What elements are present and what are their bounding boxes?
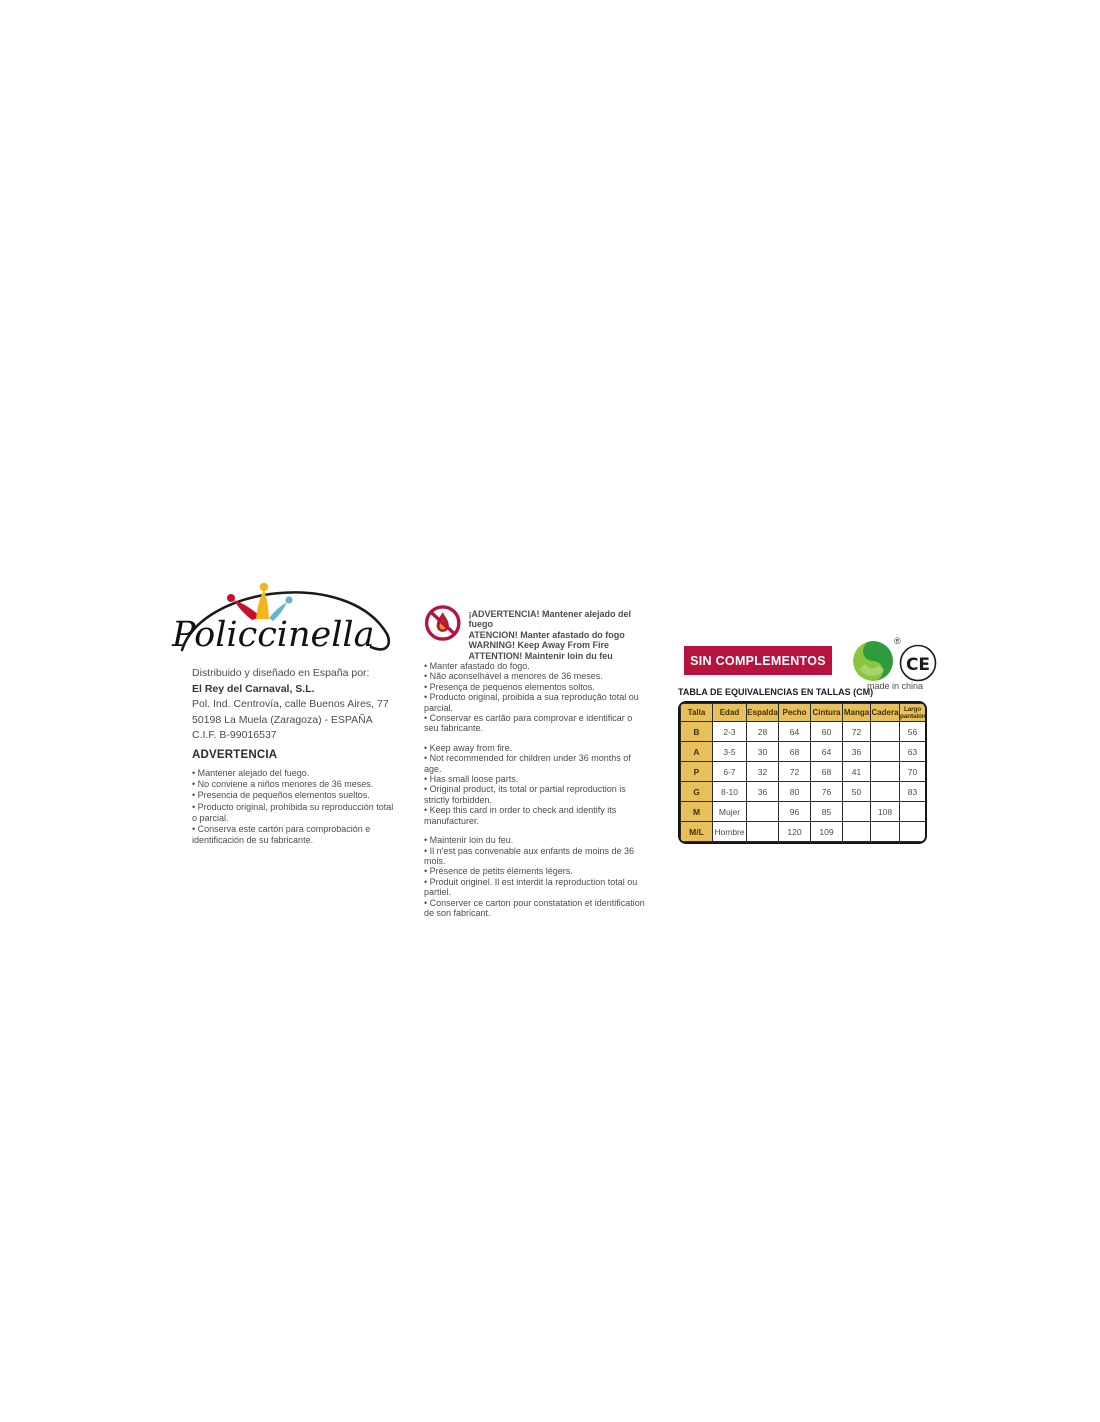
table-cell	[900, 822, 926, 842]
registered-trademark-symbol: ®	[894, 636, 901, 646]
table-cell: 28	[747, 722, 779, 742]
col-header-largo-pantalon: Largo pantalón	[900, 705, 926, 720]
warnings-french	[424, 835, 646, 918]
table-row	[681, 742, 926, 762]
warning-item: • Producto original, proibida a sua reprodução total ou parcial.	[424, 692, 646, 713]
warnings-portuguese	[424, 661, 646, 734]
table-cell: 63	[900, 742, 926, 762]
table-cell: 80	[779, 782, 811, 802]
sin-complementos-banner: SIN COMPLEMENTOS	[684, 646, 832, 675]
size-cell: A	[681, 742, 713, 762]
table-row	[681, 762, 926, 782]
table-cell	[843, 802, 871, 822]
size-cell: M/L	[681, 822, 713, 842]
size-cell: B	[681, 722, 713, 742]
table-cell: 56	[900, 722, 926, 742]
distributor-block	[192, 666, 407, 744]
warning-item: • Produit originel. Il est interdit la reproduction total ou partiel.	[424, 877, 646, 898]
multilingual-warnings	[424, 661, 646, 927]
table-cell: 64	[779, 722, 811, 742]
size-cell: M	[681, 802, 713, 822]
warning-item: • Conservar es cartão para comprovar e identificar o seu fabricante.	[424, 713, 646, 734]
no-fire-icon	[424, 603, 461, 643]
table-cell	[900, 802, 926, 822]
warning-item: • Presencia de pequeños elementos sueltos.	[192, 790, 397, 801]
advertencia-title: ADVERTENCIA	[192, 749, 278, 761]
col-header-cintura: Cintura	[811, 704, 843, 722]
distributor-cif: C.I.F. B-99016537	[192, 729, 277, 741]
warning-item: • Presença de pequenos elementos soltos.	[424, 682, 646, 692]
warning-item: • Mantener alejado del fuego.	[192, 768, 397, 779]
col-header-edad: Edad	[713, 704, 747, 722]
table-cell: 60	[811, 722, 843, 742]
warnings-english	[424, 743, 646, 826]
table-cell	[871, 822, 900, 842]
headline-en: WARNING! Keep Away From Fire	[468, 640, 609, 651]
table-cell: 2-3	[713, 722, 747, 742]
made-in-china-label: made in china	[866, 681, 924, 691]
advertencia-section	[192, 749, 397, 846]
table-cell	[871, 742, 900, 762]
headline-es: ¡ADVERTENCIA! Mantener alejado del fuego	[468, 609, 631, 630]
warning-item: • Has small loose parts.	[424, 774, 646, 784]
size-table-title: TABLA DE EQUIVALENCIAS EN TALLAS (CM)	[678, 687, 874, 697]
table-row	[681, 782, 926, 802]
table-cell: 76	[811, 782, 843, 802]
table-cell: 6-7	[713, 762, 747, 782]
table-cell	[871, 762, 900, 782]
brand-logo-graphic	[168, 578, 402, 664]
table-cell: 72	[779, 762, 811, 782]
table-cell: 32	[747, 762, 779, 782]
warning-item: • Présence de petits éléments légers.	[424, 866, 646, 876]
table-cell	[843, 822, 871, 842]
table-cell: 72	[843, 722, 871, 742]
distributor-address2: 50198 La Muela (Zaragoza) - ESPAÑA	[192, 713, 373, 726]
table-cell: Hombre	[713, 822, 747, 842]
table-cell: 3-5	[713, 742, 747, 762]
table-cell: 68	[779, 742, 811, 762]
table-cell: 120	[779, 822, 811, 842]
fire-warning-header	[424, 603, 646, 661]
col-header-manga: Manga	[843, 704, 871, 722]
table-cell	[871, 782, 900, 802]
table-cell: 96	[779, 802, 811, 822]
distributor-address1: Pol. Ind. Centrovía, calle Buenos Aires, 77	[192, 698, 389, 710]
table-cell: Mujer	[713, 802, 747, 822]
col-header-talla: Talla	[681, 704, 713, 722]
table-cell	[871, 722, 900, 742]
table-row	[681, 802, 926, 822]
table-cell: 109	[811, 822, 843, 842]
warning-item: • Conserver ce carton pour constatation et identification de son fabricant.	[424, 898, 646, 919]
brand-name: Policcinella	[172, 615, 375, 655]
table-cell: 70	[900, 762, 926, 782]
table-cell: 8-10	[713, 782, 747, 802]
table-cell: 64	[811, 742, 843, 762]
col-header-pecho: Pecho	[779, 704, 811, 722]
size-table	[678, 701, 927, 844]
warning-item: • Manter afastado do fogo.	[424, 661, 646, 671]
table-cell	[747, 822, 779, 842]
col-header-espalda: Espalda	[747, 704, 779, 722]
table-cell: 108	[871, 802, 900, 822]
warning-item: • Maintenir loin du feu.	[424, 835, 646, 845]
warning-item: • Original product, its total or partial reproduction is strictly forbidden.	[424, 784, 646, 805]
table-cell: 30	[747, 742, 779, 762]
green-dot-recycle-icon	[852, 640, 894, 687]
table-cell: 85	[811, 802, 843, 822]
table-row	[681, 722, 926, 742]
svg-text:CE: CE	[905, 655, 931, 675]
size-cell: P	[681, 762, 713, 782]
warning-item: • Producto original, prohibida su reproducción total o parcial.	[192, 802, 397, 824]
table-cell: 68	[811, 762, 843, 782]
warning-item: • Não aconselhável a menores de 36 meses.	[424, 671, 646, 681]
headline-pt: ATENCION! Manter afastado do fogo	[468, 629, 625, 640]
col-header-cadera: Cadera	[871, 704, 900, 722]
size-table-header-row	[681, 704, 926, 722]
size-cell: G	[681, 782, 713, 802]
distributor-company: El Rey del Carnaval, S.L.	[192, 682, 315, 695]
table-row	[681, 822, 926, 842]
table-cell: 83	[900, 782, 926, 802]
table-cell: 36	[747, 782, 779, 802]
fire-warning-headline	[468, 603, 646, 661]
table-cell	[747, 802, 779, 822]
headline-fr: ATTENTION! Maintenir loin du feu	[468, 650, 613, 661]
table-cell: 36	[843, 742, 871, 762]
brand-logo	[168, 578, 402, 664]
warning-item: • Il n'est pas convenable aux enfants de moins de 36 mois.	[424, 846, 646, 867]
distributor-intro: Distribuido y diseñado en España por:	[192, 667, 370, 679]
table-cell: 50	[843, 782, 871, 802]
warning-item: • No conviene a niños menores de 36 meses.	[192, 779, 397, 790]
table-cell: 41	[843, 762, 871, 782]
warning-item: • Keep away from fire.	[424, 743, 646, 753]
warning-item: • Not recommended for children under 36 months of age.	[424, 753, 646, 774]
warning-item: • Keep this card in order to check and identify its manufacturer.	[424, 805, 646, 826]
warning-item: • Conserva este cartón para comprobación e identificación de su fabricante.	[192, 824, 397, 846]
advertencia-list	[192, 768, 397, 846]
